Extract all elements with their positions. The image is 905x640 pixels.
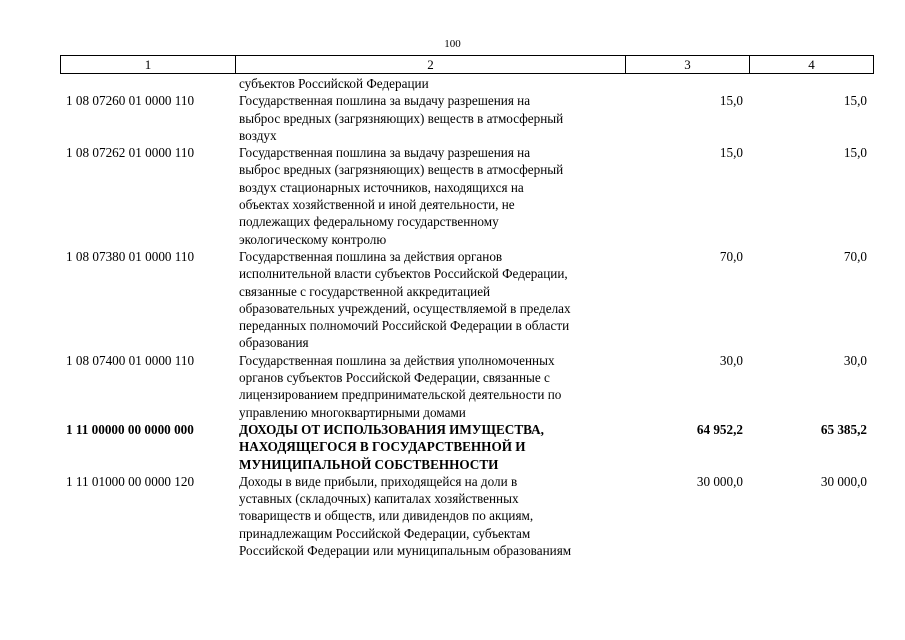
description-line: принадлежащим Российской Федерации, субъектам xyxy=(239,525,531,541)
table-row xyxy=(60,248,873,352)
description-line: Государственная пошлина за выдачу разрешения на xyxy=(239,145,531,161)
description-line: НАХОДЯЩЕГОСЯ В ГОСУДАРСТВЕННОЙ И xyxy=(239,439,526,455)
table-row xyxy=(60,144,873,248)
revenue-code: 1 11 00000 00 0000 000 xyxy=(66,421,194,437)
amount-column-4: 15,0 xyxy=(843,145,867,161)
amount-column-3 xyxy=(625,75,749,92)
amount-column-3: 70,0 xyxy=(719,248,743,264)
description-line: переданных полномочий Российской Федерации в области xyxy=(239,318,570,334)
description-line: управлению многоквартирными домами xyxy=(239,404,466,420)
description-line: Российской Федерации или муниципальным образованиям xyxy=(239,543,572,559)
revenue-description xyxy=(239,352,625,421)
description-line: Государственная пошлина за действия органов xyxy=(239,248,503,264)
description-line: Доходы в виде прибыли, приходящейся на доли в xyxy=(239,473,518,489)
revenue-code: 1 08 07262 01 0000 110 xyxy=(66,145,195,161)
description-line: ДОХОДЫ ОТ ИСПОЛЬЗОВАНИЯ ИМУЩЕСТВА, xyxy=(239,421,544,437)
revenue-code: 1 11 01000 00 0000 120 xyxy=(66,473,195,489)
table-row xyxy=(60,421,873,473)
column-header-2: 2 xyxy=(236,56,626,74)
table-row xyxy=(60,92,873,144)
description-line: выброс вредных (загрязняющих) веществ в атмосферный xyxy=(239,162,564,178)
description-line: воздух xyxy=(239,127,277,143)
budget-table-body xyxy=(60,75,873,559)
revenue-code: 1 08 07260 01 0000 110 xyxy=(66,93,195,109)
amount-column-4: 70,0 xyxy=(843,248,867,264)
column-header-4: 4 xyxy=(750,56,874,74)
page-number: 100 xyxy=(444,38,461,50)
table-row xyxy=(60,352,873,421)
amount-column-4: 30,0 xyxy=(843,352,867,368)
amount-column-3: 15,0 xyxy=(719,93,743,109)
description-line: органов субъектов Российской Федерации, связанные с xyxy=(239,370,550,386)
description-line: образования xyxy=(239,335,309,351)
description-line: субъектов Российской Федерации xyxy=(239,76,429,91)
revenue-description xyxy=(239,75,625,92)
description-line: Государственная пошлина за выдачу разрешения на xyxy=(239,93,531,109)
table-row xyxy=(60,473,873,559)
column-header-3: 3 xyxy=(626,56,750,74)
description-line: подлежащих федеральному государственному xyxy=(239,214,499,230)
description-line: товариществ и обществ, или дивидендов по акциям, xyxy=(239,508,534,524)
description-line: выброс вредных (загрязняющих) веществ в атмосферный xyxy=(239,110,564,126)
description-line: воздух стационарных источников, находящихся на xyxy=(239,179,524,195)
description-line: лицензированием предпринимательской деятельности по xyxy=(239,387,562,403)
revenue-description xyxy=(239,92,625,144)
amount-column-4 xyxy=(749,75,873,92)
description-line: связанные с государственной аккредитацией xyxy=(239,283,491,299)
revenue-description xyxy=(239,421,625,473)
revenue-description xyxy=(239,248,625,352)
amount-column-4: 15,0 xyxy=(843,93,867,109)
revenue-code: 1 08 07380 01 0000 110 xyxy=(66,248,195,264)
description-line: объектах хозяйственной и иной деятельности, не xyxy=(239,197,515,213)
amount-column-3: 30 000,0 xyxy=(696,473,743,489)
description-line: Государственная пошлина за действия уполномоченных xyxy=(239,352,555,368)
revenue-description xyxy=(239,144,625,248)
description-line: уставных (складочных) капиталах хозяйственных xyxy=(239,491,519,507)
description-line: экологическому контролю xyxy=(239,231,387,247)
amount-column-4: 30 000,0 xyxy=(820,473,867,489)
description-line: МУНИЦИПАЛЬНОЙ СОБСТВЕННОСТИ xyxy=(239,456,499,472)
amount-column-3: 15,0 xyxy=(719,145,743,161)
revenue-description xyxy=(239,473,625,559)
revenue-code: 1 08 07400 01 0000 110 xyxy=(66,352,195,368)
table-row xyxy=(60,75,873,92)
column-header-row xyxy=(61,56,874,74)
column-header-1: 1 xyxy=(61,56,236,74)
revenue-code xyxy=(60,75,239,92)
description-line: образовательных учреждений, осуществляемой в пределах xyxy=(239,300,571,316)
amount-column-3: 64 952,2 xyxy=(696,421,743,437)
amount-column-4: 65 385,2 xyxy=(820,421,867,437)
column-header-table xyxy=(60,55,874,74)
description-line: исполнительной власти субъектов Российской Федерации, xyxy=(239,266,568,282)
amount-column-3: 30,0 xyxy=(719,352,743,368)
